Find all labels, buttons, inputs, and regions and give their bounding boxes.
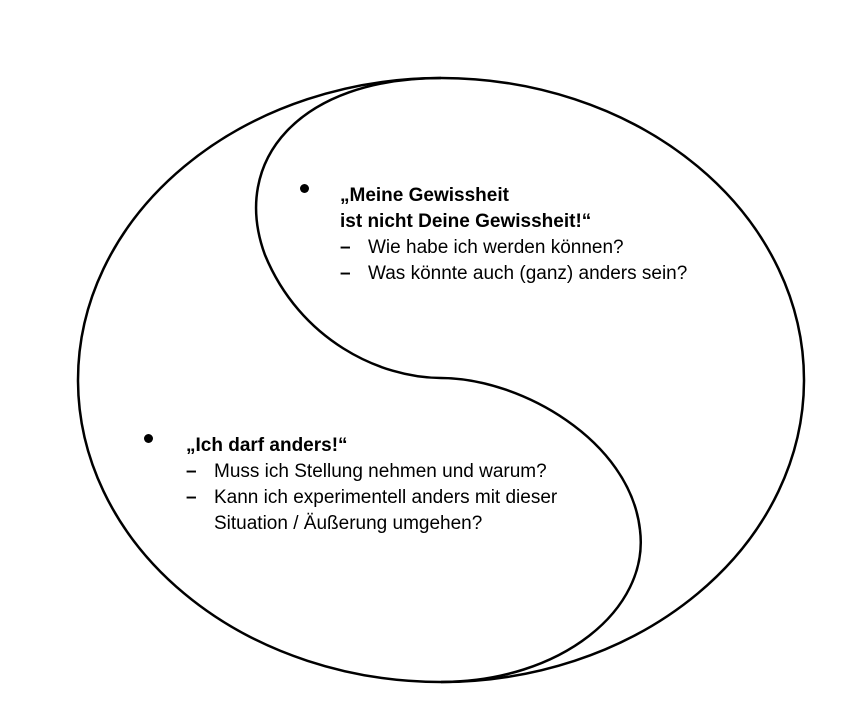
bottom-section-heading: „Ich darf anders!“ xyxy=(186,435,348,456)
top-section xyxy=(340,183,750,287)
top-section-heading: „Meine Gewissheit ist nicht Deine Gewissheit!“ xyxy=(340,185,592,232)
list-item: – Wie habe ich werden können? xyxy=(340,235,750,261)
list-item: – Kann ich experimentell anders mit dieser Situation / Äußerung umgehen? xyxy=(186,485,586,537)
bullet-dot xyxy=(144,434,153,443)
list-item: – Was könnte auch (ganz) anders sein? xyxy=(340,261,750,287)
outer-ellipse xyxy=(78,78,804,682)
lower-s-curve xyxy=(441,530,641,682)
bottom-section-list xyxy=(186,459,586,537)
top-section-list xyxy=(340,235,750,287)
bottom-section xyxy=(186,433,586,537)
bullet-dot xyxy=(300,184,309,193)
list-item: – Muss ich Stellung nehmen und warum? xyxy=(186,459,586,485)
